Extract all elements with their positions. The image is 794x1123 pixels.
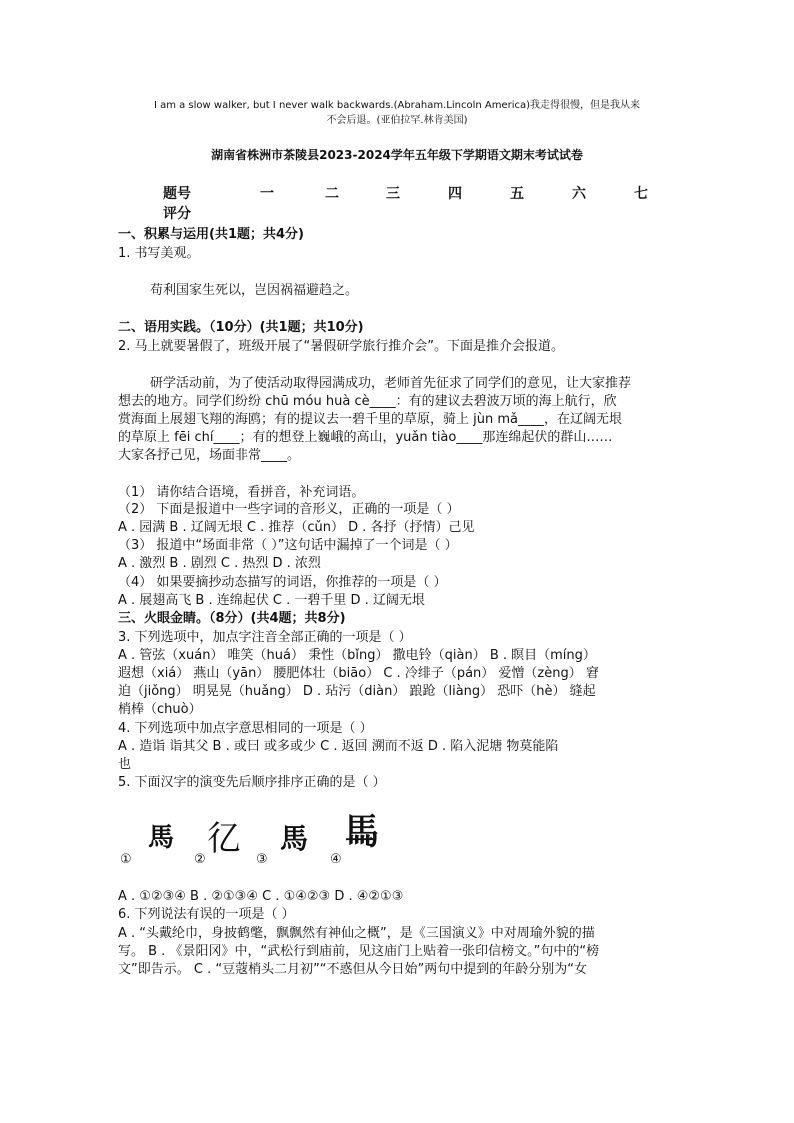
question-3-line-1: A . 管弦（xuán） 唯笑（huá） 秉性（bǐng） 撒电铃（qiàn） B . 瞑目（míng） <box>118 648 596 663</box>
passage-line-5: 大家各抒己见，场面非常____。 <box>118 448 301 463</box>
question-3: 3. 下列选项中，加点字注音全部正确的一项是（ ） <box>118 630 412 645</box>
question-6: 6. 下列说法有误的一项是（ ） <box>118 907 295 922</box>
score-table-header-2: 二 <box>325 186 339 202</box>
sub-question-2-options: A . 园满 B . 辽阔无垠 C . 推荐（cǔn） D . 各抒（抒情）己见 <box>118 520 475 535</box>
question-3-line-4: 梢棒（chuò） <box>118 702 202 717</box>
question-6-line-3: 文”即告示。 C . “豆蔻梢头二月初”“不惑但从今日始”两句中提到的年龄分别为“女 <box>118 962 588 977</box>
score-table <box>0 183 794 201</box>
score-table-header-3: 三 <box>386 186 400 202</box>
score-table-header-4: 四 <box>448 186 462 202</box>
question-6-line-1: A . “头戴纶巾，身披鹤氅，飘飘然有神仙之概”，是《三国演义》中对周瑜外貌的描 <box>118 926 595 941</box>
glyph-number-3: ③ <box>256 852 268 867</box>
sub-question-3-options: A . 激烈 B . 剧烈 C . 热烈 D . 浓烈 <box>118 556 321 571</box>
score-table-header-7: 七 <box>634 186 648 202</box>
question-5-options: A . ①②③④ B . ②①③④ C . ①④②③ D . ④②①③ <box>118 889 404 904</box>
quote-line-2: 不会后退。(亚伯拉罕.林肯美国) <box>326 115 468 126</box>
glyph-3: 馬 <box>280 822 309 855</box>
glyph-number-2: ② <box>194 852 206 867</box>
score-row-label: 评分 <box>163 206 191 222</box>
question-4: 4. 下列选项中加点字意思相同的一项是（ ） <box>118 721 373 736</box>
section-3-title: 三、火眼金睛。（8分）(共4题；共8分) <box>118 611 346 626</box>
question-1-text: 苟利国家生死以，岂因祸福避趋之。 <box>150 283 359 298</box>
sub-question-4-options: A . 展翅高飞 B . 连绵起伏 C . 一碧千里 D . 辽阔无垠 <box>118 593 425 608</box>
glyph-evolution <box>0 805 794 875</box>
question-2: 2. 马上就要暑假了，班级开展了“暑假研学旅行推介会”。下面是推介会报道。 <box>118 339 565 354</box>
passage-line-4: 的草原上 fēi chí____；有的想登上巍峨的高山，yuǎn tiào____那连绵起伏的群山…… <box>118 430 613 445</box>
glyph-number-1: ① <box>120 852 132 867</box>
sub-question-2: （2） 下面是报道中一些字词的音形义，正确的一项是（ ） <box>118 502 460 517</box>
question-1: 1. 书写美观。 <box>118 246 200 261</box>
exam-title: 湖南省株洲市茶陵县2023-2024学年五年级下学期语文期末考试试卷 <box>211 148 583 162</box>
question-6-line-2: 写。 B . 《景阳冈》中，“武松行到庙前，见这庙门上贴着一张印信榜文。”句中的“榜 <box>118 944 600 959</box>
passage-line-1: 研学活动前，为了使活动取得园满成功，老师首先征求了同学们的意见，让大家推荐 <box>150 376 632 391</box>
score-table-header-5: 五 <box>510 186 524 202</box>
question-4-line-2: 也 <box>118 757 132 772</box>
question-5: 5. 下面汉字的演变先后顺序排序正确的是（ ） <box>118 775 386 790</box>
question-4-line-1: A . 造诣 诣其父 B . 或曰 或多或少 C . 返回 溯而不返 D . 陷入泥塘 物莫能陷 <box>118 739 559 754</box>
passage-line-2: 想去的地方。同学们纷纷 chū móu huà cè____：有的建议去碧波万顷的海上航行，欣 <box>118 394 617 409</box>
sub-question-1: （1） 请你结合语境，看拼音，补充词语。 <box>118 485 365 500</box>
question-3-line-3: 迫（jiǒng） 明晃晃（huǎng） D . 玷污（diàn） 踉跄（liàng） 恐吓（hè） 缝起 <box>118 684 596 699</box>
glyph-4: 𩡧 <box>344 811 381 853</box>
section-1-title: 一、积累与运用(共1题；共4分) <box>118 227 304 242</box>
glyph-number-4: ④ <box>330 852 342 867</box>
passage-line-3: 赏海面上展翅飞翔的海鸥；有的提议去一碧千里的草原，骑上 jùn mǎ____，在辽阔无垠 <box>118 412 622 427</box>
glyph-1: 馬 <box>148 823 175 853</box>
score-table-header-6: 六 <box>572 186 586 202</box>
score-table-header-label: 题号 <box>163 186 191 202</box>
question-3-line-2: 遐想（xiá） 燕山（yān） 腰肥体壮（biāo） C . 冷绯子（pán） 爱憎（zèng） 窘 <box>118 666 599 681</box>
section-2-title: 二、语用实践。（10分）(共1题；共10分) <box>118 320 364 335</box>
score-table-header-1: 一 <box>260 186 274 202</box>
glyph-2: 𢒼 <box>207 819 241 859</box>
sub-question-3: （3） 报道中“场面非常（ ）”这句话中漏掉了一个词是（ ） <box>118 538 458 553</box>
sub-question-4: （4） 如果要摘抄动态描写的词语，你推荐的一项是（ ） <box>118 575 447 590</box>
quote-line-1: I am a slow walker, but I never walk backwards.(Abraham.Lincoln America)我走得很慢，但是我从来 <box>153 100 641 111</box>
